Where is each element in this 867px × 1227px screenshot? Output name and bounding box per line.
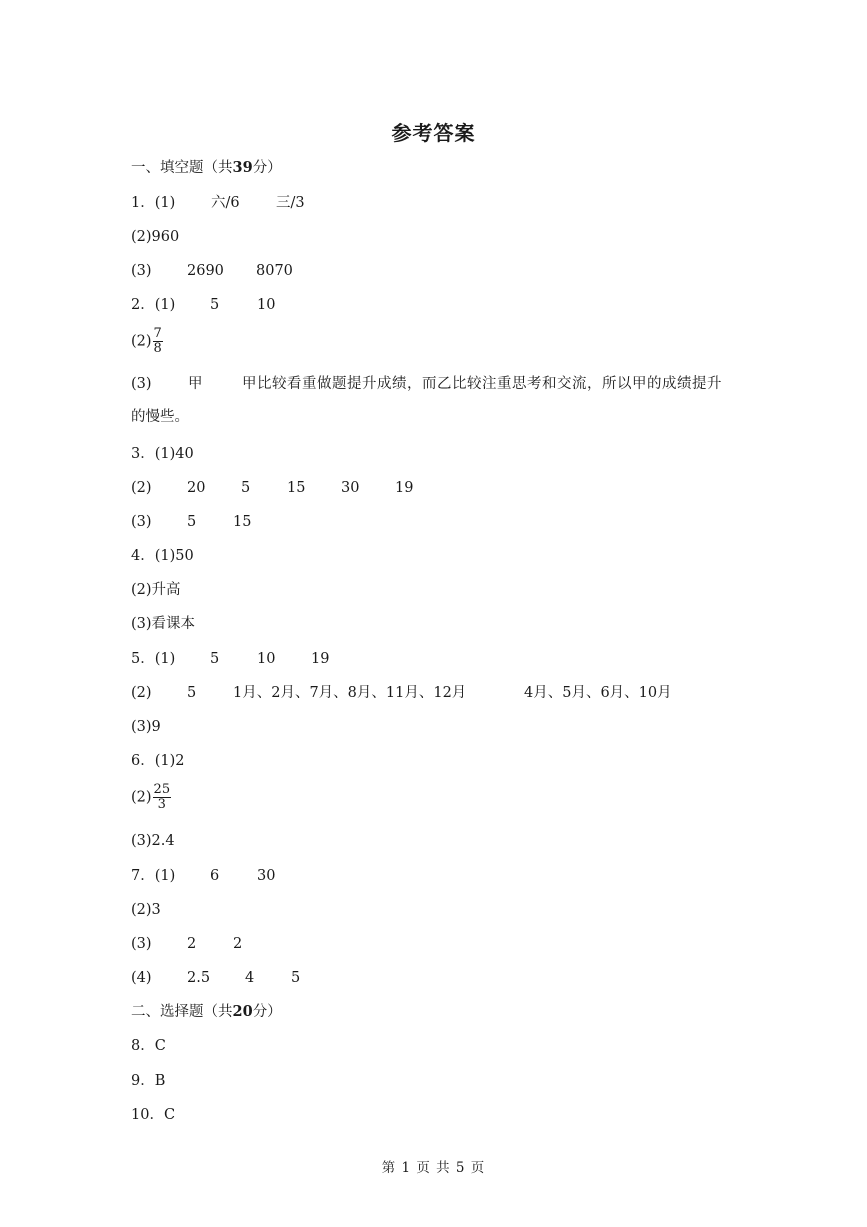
answer-q6-3: (3)2.4 <box>131 833 175 849</box>
answer-q5-3: (3)9 <box>131 719 161 735</box>
answer-q4-1: 4．(1)50 <box>131 548 194 564</box>
answer-q6-1: 6．(1)2 <box>131 753 185 769</box>
answer-q1-1: 1．(1) 六/6 三/3 <box>131 195 305 211</box>
fraction-7-8: $\frac{7}{8}$ <box>153 326 162 356</box>
answer-q6-2: (2) $\frac{25}{3}$ <box>131 782 171 812</box>
answer-q7-2: (2)3 <box>131 902 161 918</box>
answer-q2-3: (3) 甲 甲比较看重做题提升成绩，而乙比较注重思考和交流，所以甲的成绩提升 <box>131 376 722 392</box>
answer-q3-1: 3．(1)40 <box>131 446 194 462</box>
answer-q3-2: (2) 20 5 15 30 19 <box>131 480 414 496</box>
section-heading-fill-in: 一、填空题（共39分） <box>131 159 282 176</box>
answer-q4-3: (3)看课本 <box>131 616 196 632</box>
answer-q9: 9．B <box>131 1073 166 1089</box>
answer-q2-3-cont: 的慢些。 <box>131 409 189 425</box>
answer-q5-2: (2) 5 1月、2月、7月、8月、11月、12月 4月、5月、6月、10月 <box>131 685 672 701</box>
answer-q2-2: (2) $\frac{7}{8}$ <box>131 326 162 356</box>
answer-q7-3: (3) 2 2 <box>131 936 243 952</box>
answer-q3-3: (3) 5 15 <box>131 514 252 530</box>
page-title: 参考答案 <box>391 121 476 145</box>
answer-q1-3: (3) 2690 8070 <box>131 263 293 279</box>
answer-q8: 8．C <box>131 1038 166 1054</box>
answer-q2-1: 2．(1) 5 10 <box>131 297 276 313</box>
answer-q7-4: (4) 2.5 4 5 <box>131 970 301 986</box>
answer-q7-1: 7．(1) 6 30 <box>131 868 276 884</box>
fraction-25-3: $\frac{25}{3}$ <box>153 782 171 812</box>
answer-q4-2: (2)升高 <box>131 582 181 598</box>
answer-q10: 10．C <box>131 1107 176 1123</box>
answer-q5-1: 5．(1) 5 10 19 <box>131 651 330 667</box>
page-footer: 第 1 页 共 5 页 <box>381 1160 486 1176</box>
answer-q1-2: (2)960 <box>131 229 180 245</box>
section-heading-multiple-choice: 二、选择题（共20分） <box>131 1003 282 1020</box>
